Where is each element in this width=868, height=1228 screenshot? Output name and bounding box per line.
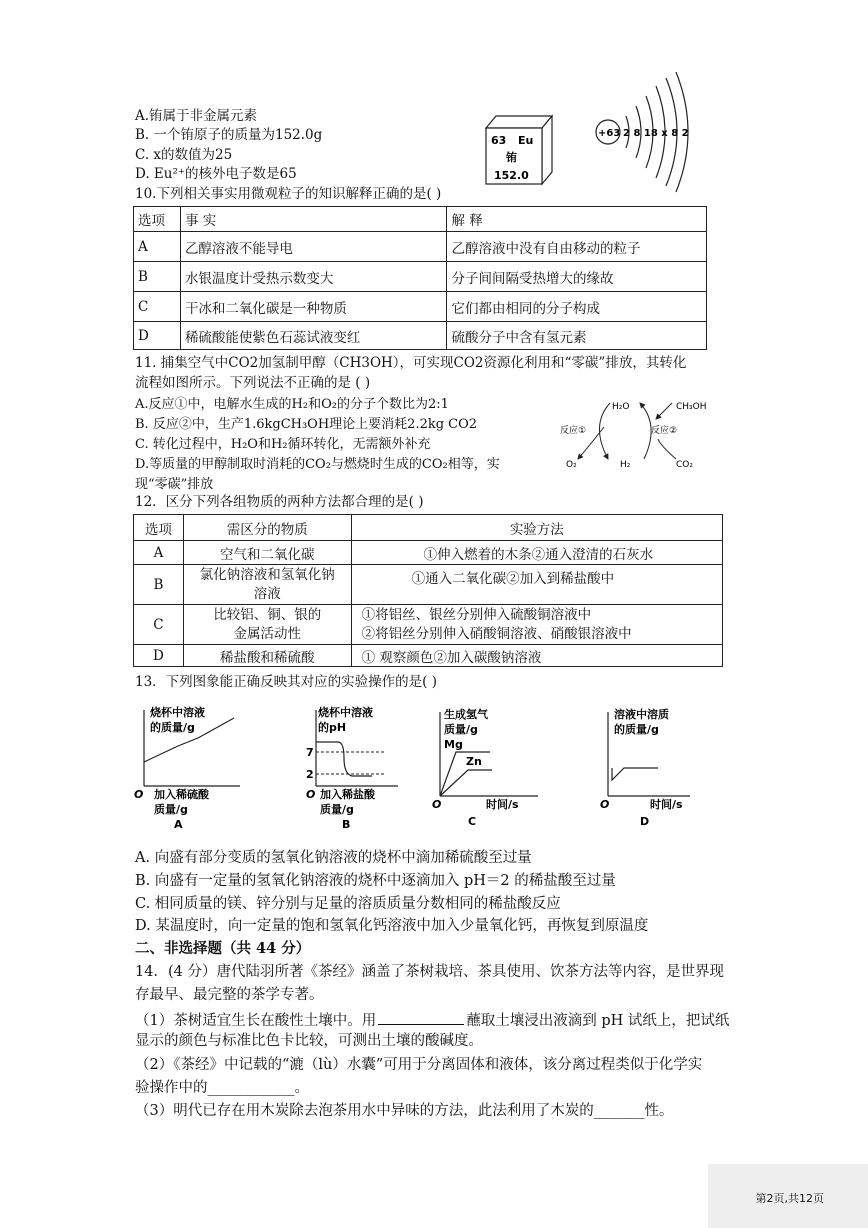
q11-stem-line2: 流程如图所示。下列说法不正确的是 ( )	[135, 375, 371, 391]
curve	[612, 768, 658, 780]
origin-label: O	[306, 788, 316, 801]
co2-label: CO₂	[676, 460, 693, 470]
tile-mass: 152.0	[494, 169, 529, 182]
cell-line: ②将铝丝分别伸入硝酸铜溶液、硝酸银溶液中	[361, 625, 632, 642]
series-label: Mg	[444, 738, 463, 751]
x-axis-unit: 质量/g	[320, 803, 354, 816]
table-cell: 乙醇溶液中没有自由移动的粒子	[447, 232, 707, 262]
cell-line: 溶液	[253, 585, 281, 602]
y-axis-unit: 质量/g	[444, 723, 478, 736]
h2-label: H₂	[620, 460, 631, 470]
q14-stem-line2: 存最早、最完整的茶学专著。	[135, 987, 324, 1003]
table-header: 选项	[134, 515, 184, 541]
chart-a	[128, 700, 248, 835]
o2-label: O₂	[566, 460, 577, 470]
q12-table	[133, 514, 723, 667]
table-cell: 稀盐酸和稀硫酸	[183, 645, 351, 667]
y-axis-unit: 的pH	[318, 721, 347, 734]
table-header: 解 释	[447, 207, 707, 232]
electron-shells: 2 8 18 x 8 2	[623, 128, 689, 139]
table-cell: B	[134, 565, 184, 605]
y-axis-label: 溶液中溶质	[614, 708, 669, 721]
blank-1[interactable]	[378, 1009, 464, 1025]
cell-line: 金属活动性	[233, 625, 302, 642]
tick-label: 2	[306, 768, 314, 781]
chart-d	[598, 700, 698, 835]
x-axis-unit: 质量/g	[154, 803, 188, 816]
q10-stem: 10.下列相关事实用微观粒子的知识解释正确的是( )	[135, 186, 442, 202]
chart-caption: C	[468, 815, 477, 828]
table-header: 选项	[134, 207, 181, 232]
part1-text-b: 蘸取土壤浸出液滴到 pH 试纸上，把试纸	[466, 1013, 730, 1029]
x-axis-label: 加入稀硫酸	[154, 788, 209, 801]
q12-stem: 12．区分下列各组物质的两种方法都合理的是( )	[135, 494, 424, 510]
cell-line: ①将铝丝、银丝分别伸入硫酸铜溶液中	[361, 606, 592, 623]
q14-part2-cont[interactable]: 验操作中的____________。	[135, 1080, 309, 1096]
q13-option-b: B. 向盛有一定量的氢氧化钠溶液的烧杯中逐滴加入 pH＝2 的稀盐酸至过量	[135, 873, 616, 889]
y-axis-unit: 的质量/g	[150, 721, 195, 734]
table-cell: 硫酸分子中含有氢元素	[447, 322, 707, 350]
tile-atomic-number: 63	[491, 134, 507, 147]
table-cell: 它们都由相同的分子构成	[447, 292, 707, 322]
origin-label: O	[134, 788, 144, 801]
table-cell: A	[134, 541, 184, 565]
table-cell: D	[134, 322, 181, 350]
table-header: 事 实	[180, 207, 447, 232]
table-cell: B	[134, 262, 181, 292]
tick-label: 7	[306, 746, 314, 759]
chart-caption: A	[174, 818, 183, 831]
element-tile-figure	[478, 108, 558, 186]
x-axis-label: 加入稀盐酸	[320, 788, 375, 801]
page-footer	[708, 1164, 868, 1228]
q9-option-a: A.铕属于非金属元素	[135, 108, 258, 124]
table-cell: D	[134, 645, 184, 667]
q14-part1-cont: 显示的颜色与标准比色卡比较，可测出土壤的酸碱度。	[135, 1033, 483, 1049]
table-cell: 水银温度计受热示数变大	[180, 262, 447, 292]
q13-option-a: A. 向盛有部分变质的氢氧化钠溶液的烧杯中滴加稀硫酸至过量	[135, 850, 532, 866]
q11-option-d-line1: D.等质量的甲醇制取时消耗的CO₂与燃烧时生成的CO₂相等，实	[135, 457, 500, 472]
chart-caption: B	[342, 818, 351, 831]
chart-b	[300, 700, 410, 835]
chart-c	[430, 700, 545, 835]
x-axis-label: 时间/s	[486, 798, 519, 811]
q11-stem-line1: 11. 捕集空气中CO2加氢制甲醇（CH3OH），可实现CO2资源化利用和“零碳”排放，其转化	[135, 355, 687, 371]
atom-structure-diagram	[590, 72, 700, 196]
ch3oh-label: CH₃OH	[676, 402, 707, 412]
table-header: 需区分的物质	[183, 515, 351, 541]
y-axis-label: 烧杯中溶液	[150, 706, 205, 719]
q13-option-d: D. 某温度时，向一定量的饱和氢氧化钙溶液中加入少量氧化钙，再恢复到原温度	[135, 918, 649, 934]
curve	[316, 742, 372, 776]
y-axis-label: 烧杯中溶液	[318, 706, 373, 719]
table-cell	[183, 605, 351, 645]
table-cell: 分子间间隔受热增大的缘故	[447, 262, 707, 292]
chart-caption: D	[640, 815, 650, 828]
q13-stem: 13．下列图象能正确反映其对应的实验操作的是( )	[135, 674, 438, 690]
q9-option-b: B. 一个铕原子的质量为152.0g	[135, 127, 323, 143]
q9-option-c: C. x的数值为25	[135, 147, 233, 163]
q11-option-d-line2: 现“零碳”排放	[135, 477, 214, 492]
table-cell: 干冰和二氧化碳是一种物质	[180, 292, 447, 322]
cell-line: 比较铝、铜、银的	[213, 606, 322, 623]
reaction-1-label: 反应①	[560, 426, 587, 436]
tile-name: 铕	[506, 151, 517, 164]
q14-part1	[135, 1009, 729, 1031]
table-cell: 乙醇溶液不能导电	[180, 232, 447, 262]
q10-table	[133, 206, 707, 350]
conversion-cycle-diagram	[560, 395, 710, 475]
q11-option-b: B. 反应②中，生产1.6kgCH₃OH理论上要消耗2.2kg CO2	[135, 417, 478, 432]
table-cell: ①伸入燃着的木条②通入澄清的石灰水	[351, 541, 722, 565]
tile-symbol: Eu	[518, 134, 534, 147]
table-header: 实验方法	[351, 515, 722, 541]
page-number: 第2页,共12页	[755, 1192, 824, 1205]
h2o-label: H₂O	[612, 402, 630, 412]
x-axis-label: 时间/s	[650, 798, 683, 811]
origin-label: O	[600, 798, 610, 811]
series-label: Zn	[466, 755, 482, 768]
q14-part2: （2）《茶经》中记载的“漉（lù）水囊”可用于分离固体和液体，该分离过程类似于化学实	[135, 1057, 703, 1073]
q11-option-a: A.反应①中，电解水生成的H₂和O₂的分子个数比为2:1	[135, 397, 449, 412]
table-cell: ①通入二氧化碳②加入到稀盐酸中	[351, 565, 722, 605]
table-cell: A	[134, 232, 181, 262]
q14-part3[interactable]: （3）明代已存在用木炭除去泡茶用水中异味的方法，此法利用了木炭的_______性。	[135, 1103, 674, 1119]
section-heading: 二、非选择题（共 44 分）	[135, 940, 311, 957]
table-cell	[351, 605, 722, 645]
table-cell: C	[134, 292, 181, 322]
origin-label: O	[432, 798, 442, 811]
cell-line: 氯化钠溶液和氢氧化钠	[199, 566, 335, 583]
y-axis-label: 生成氢气	[444, 708, 488, 721]
table-cell: ① 观察颜色②加入碳酸钠溶液	[351, 645, 722, 667]
table-cell	[183, 565, 351, 605]
q14-stem-line1: 14．(4 分）唐代陆羽所著《茶经》涵盖了茶树栽培、茶具使用、饮茶方法等内容，是世界现	[135, 964, 724, 980]
part1-text-a: （1）茶树适宜生长在酸性土壤中。用	[135, 1013, 377, 1029]
y-axis-unit: 的质量/g	[614, 723, 659, 736]
q11-option-c: C. 转化过程中，H₂O和H₂循环转化，无需额外补充	[135, 437, 431, 452]
table-cell: 空气和二氧化碳	[183, 541, 351, 565]
q9-option-d: D. Eu²⁺的核外电子数是65	[135, 166, 297, 182]
table-cell: 稀硫酸能使紫色石蕊试液变红	[180, 322, 447, 350]
table-cell: C	[134, 605, 184, 645]
reaction-2-label: 反应②	[651, 426, 678, 436]
q13-option-c: C. 相同质量的镁、锌分别与足量的溶质质量分数相同的稀盐酸反应	[135, 896, 561, 912]
nucleus-charge: +63	[598, 128, 621, 139]
